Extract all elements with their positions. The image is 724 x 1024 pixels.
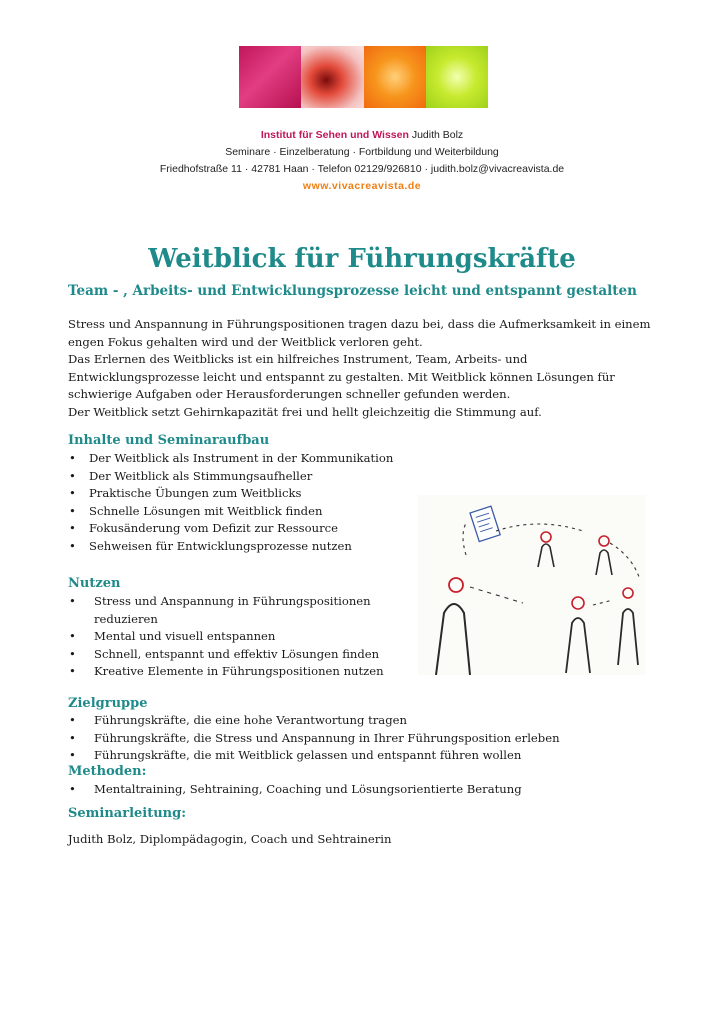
intro-paragraph: Stress und Anspannung in Führungspositionen tragen dazu bei, dass die Aufmerksamkeit in einem engen Fokus gehalten wird und der Weitblick verloren geht. xyxy=(68,317,651,349)
section-heading-seminarleitung: Seminarleitung: xyxy=(68,806,187,821)
letterhead-address: Friedhofstraße 11 · 42781 Haan · Telefon 02129/926810 · judith.bolz@vivacreavista.de xyxy=(159,163,565,175)
list-item: • Kreative Elemente in Führungspositionen nutzen xyxy=(68,663,384,681)
section-heading-inhalte: Inhalte und Seminaraufbau xyxy=(68,433,270,448)
list-item: • Führungskräfte, die eine hohe Verantwortung tragen xyxy=(68,712,560,730)
banner-tile-lime xyxy=(426,46,488,108)
page-subtitle: Team - , Arbeits- und Entwicklungsprozesse leicht und entspannt gestalten xyxy=(68,283,637,299)
institute-owner: Judith Bolz xyxy=(411,129,464,141)
list-item: • Mental und visuell entspannen xyxy=(68,628,384,646)
banner-tile-eye xyxy=(301,46,363,108)
header-banner-image xyxy=(239,46,488,108)
list-item: • Schnelle Lösungen mit Weitblick finden xyxy=(68,503,393,521)
letterhead-institute-line xyxy=(120,127,604,144)
seminar-leader-text: Judith Bolz, Diplompädagogin, Coach und Sehtrainerin xyxy=(68,832,392,846)
list-item: • Fokusänderung vom Defizit zur Ressource xyxy=(68,520,393,538)
institute-name: Institut für Sehen und Wissen xyxy=(260,129,409,141)
section-heading-methoden: Methoden: xyxy=(68,764,147,779)
page-title: Weitblick für Führungskräfte xyxy=(148,244,576,274)
people-sketch-illustration xyxy=(418,495,645,675)
list-item-line: Stress und Anspannung in Führungspositionen xyxy=(94,594,371,608)
methoden-list xyxy=(68,781,522,799)
website-link[interactable]: www.vivacreavista.de xyxy=(302,180,422,192)
list-item: • Schnell, entspannt und effektiv Lösungen finden xyxy=(68,646,384,664)
letterhead xyxy=(120,127,604,195)
list-item: • Der Weitblick als Instrument in der Kommunikation xyxy=(68,450,393,468)
list-item-line: reduzieren xyxy=(94,611,158,626)
intro-paragraph: Der Weitblick setzt Gehirnkapazität frei und hellt gleichzeitig die Stimmung auf. xyxy=(68,404,542,419)
section-heading-zielgruppe: Zielgruppe xyxy=(68,696,148,711)
banner-tile-pink xyxy=(239,46,301,108)
banner-tile-orange xyxy=(364,46,426,108)
list-item: • Mentaltraining, Sehtraining, Coaching und Lösungsorientierte Beratung xyxy=(68,781,522,799)
nutzen-list xyxy=(68,593,384,681)
list-item: • Der Weitblick als Stimmungsaufheller xyxy=(68,468,393,486)
list-item: • Sehweisen für Entwicklungsprozesse nutzen xyxy=(68,538,393,556)
intro-paragraph: Das Erlernen des Weitblicks ist ein hilfreiches Instrument, Team, Arbeits- und Entwicklungsprozesse leicht und entspannt zu gestalten. Mit Weitblick können Lösungen für schwierige Aufgaben oder Herausforderungen schneller gefunden werden. xyxy=(68,352,615,401)
letterhead-services: Seminare · Einzelberatung · Fortbildung und Weiterbildung xyxy=(225,146,499,158)
inhalte-list xyxy=(68,450,393,555)
section-heading-nutzen: Nutzen xyxy=(68,576,121,591)
zielgruppe-list xyxy=(68,712,560,765)
intro-text xyxy=(68,316,658,421)
list-item: • Führungskräfte, die mit Weitblick gelassen und entspannt führen wollen xyxy=(68,747,560,765)
list-item xyxy=(68,593,384,628)
list-item: • Praktische Übungen zum Weitblicks xyxy=(68,485,393,503)
list-item: • Führungskräfte, die Stress und Anspannung in Ihrer Führungsposition erleben xyxy=(68,730,560,748)
